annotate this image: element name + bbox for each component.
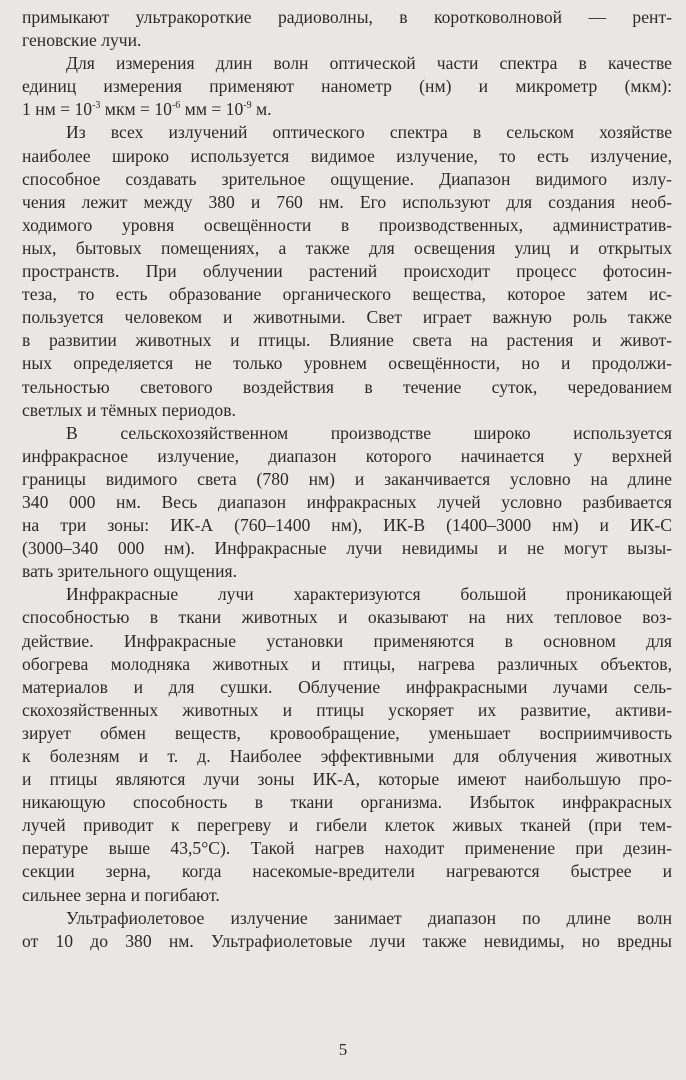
- text-line: [22, 98, 672, 121]
- text-line: ных определяется не только уровнем освещённости, но и продолжи-: [22, 353, 672, 374]
- text-line: примыкают ультракороткие радиоволны, в коротковолновой — рент-: [22, 7, 672, 27]
- text-line: чения лежит между 380 и 760 нм. Его используют для создания необ-: [22, 191, 672, 212]
- text-line: Инфракрасные лучи характеризуются большой проникающей: [66, 584, 672, 605]
- text-line: наиболее широко используется видимое излучение, то есть излучение,: [22, 145, 672, 166]
- text-line: В сельскохозяйственном производстве широко используется: [66, 422, 672, 443]
- text-line: лучей приводит к перегреву и гибели клеток живых тканей (при тем-: [22, 815, 672, 836]
- text-line: на три зоны: ИК-А (760–1400 нм), ИК-В (1400–3000 нм) и ИК-С: [22, 515, 672, 536]
- exponent: -6: [171, 100, 181, 112]
- text-line: скохозяйственных животных и птицы ускоряет их развитие, активи-: [22, 699, 672, 720]
- text-segment: мм = 10: [180, 99, 244, 120]
- text-line: в развитии животных и птицы. Влияние света на растения и живот-: [22, 330, 672, 351]
- text-line: секции зерна, когда насекомые-вредители нагреваются быстрее и: [22, 861, 672, 882]
- text-segment: м.: [251, 99, 272, 120]
- text-line: действие. Инфракрасные установки применяются в основном для: [22, 630, 672, 651]
- text-line: никающую способность в ткани организма. Избыток инфракрасных: [22, 792, 672, 813]
- text-line: способностью в ткани животных и оказывают на них тепловое воз-: [22, 607, 672, 628]
- text-line: способное создавать зрительное ощущение. Диапазон видимого излу-: [22, 168, 672, 189]
- text-line: пользуется человеком и животными. Свет играет важную роль также: [22, 307, 672, 328]
- text-line: ных, бытовых помещениях, а также для освещения улиц и открытых: [22, 237, 672, 258]
- text-segment: 1 нм = 10: [22, 99, 93, 120]
- text-line: пературе выше 43,5°С). Такой нагрев находит применение при дезин-: [22, 838, 672, 859]
- text-line: светлых и тёмных периодов.: [22, 399, 236, 420]
- text-line: вать зрительного ощущения.: [22, 561, 238, 582]
- text-line: пространств. При облучении растений происходит процесс фотосин-: [22, 261, 672, 282]
- text-line: Из всех излучений оптического спектра в сельском хозяйстве: [66, 122, 672, 143]
- text-line: (3000–340 000 нм). Инфракрасные лучи невидимы и не могут вызы-: [22, 538, 672, 559]
- text-line: зирует обмен веществ, кровообращение, уменьшает восприимчивость: [22, 722, 672, 743]
- text-line: от 10 до 380 нм. Ультрафиолетовые лучи также невидимы, но вредны: [22, 930, 672, 951]
- text-line: сильнее зерна и погибают.: [22, 884, 220, 905]
- text-line: теза, то есть образование органического вещества, которое затем ис-: [22, 284, 672, 305]
- page-number: 5: [338, 1040, 348, 1059]
- exponent: -9: [243, 100, 252, 112]
- text-line: Ультрафиолетовое излучение занимает диапазон по длине волн: [66, 907, 672, 928]
- text-line: ходимого уровня освещённости в производственных, административ-: [22, 214, 672, 235]
- text-line: единиц измерения применяют нанометр (нм) и микрометр (мкм):: [22, 76, 672, 97]
- text-line: 340 000 нм. Весь диапазон инфракрасных лучей условно разбивается: [22, 491, 672, 512]
- text-line: геновские лучи.: [22, 30, 142, 51]
- text-line: Для измерения длин волн оптической части спектра в качестве: [66, 53, 672, 74]
- body-text: [22, 6, 672, 953]
- text-line: материалов и для сушки. Облучение инфракрасными лучами сель-: [22, 676, 672, 697]
- text-line: и птицы являются лучи зоны ИК-А, которые имеют наибольшую про-: [22, 769, 672, 790]
- text-line: тельностью светового воздействия в течение суток, чередованием: [22, 376, 672, 397]
- text-line: к болезням и т. д. Наиболее эффективными для облучения животных: [22, 746, 672, 766]
- text-segment: мкм = 10: [100, 99, 172, 120]
- text-line: инфракрасное излучение, диапазон которого начинается у верхней: [22, 445, 672, 466]
- text-line: обогрева молодняка животных и птицы, нагрева различных объектов,: [22, 653, 672, 674]
- exponent: -3: [92, 100, 101, 112]
- text-line: границы видимого света (780 нм) и заканчивается условно на длине: [22, 468, 672, 489]
